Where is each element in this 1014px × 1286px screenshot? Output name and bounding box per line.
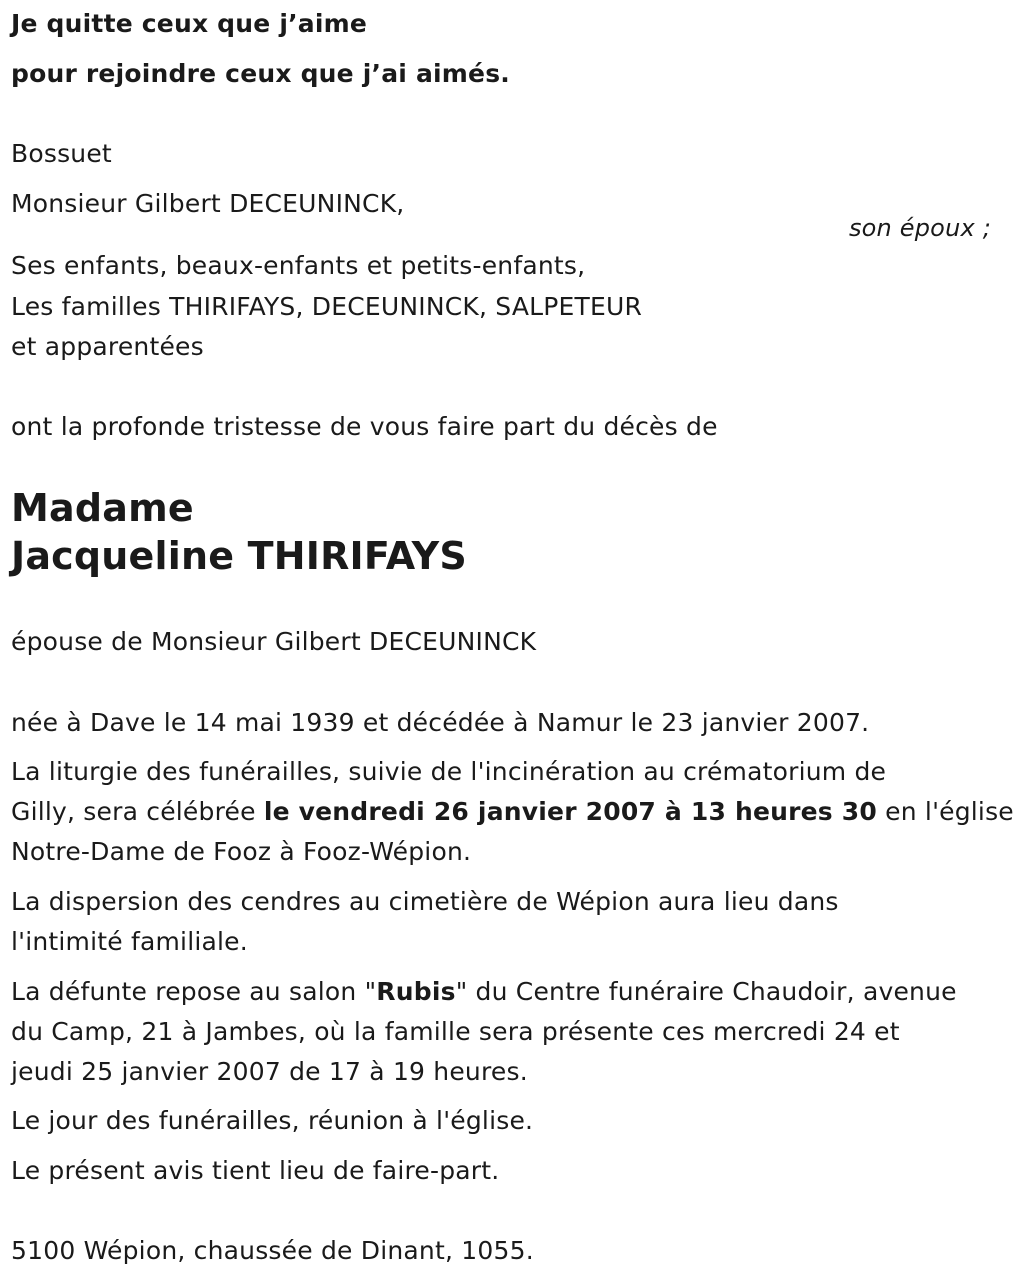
place-name: Bossuet <box>11 139 112 168</box>
visitation-text-b: " du Centre funéraire Chaudoir, avenue <box>455 977 957 1006</box>
family-line-2: Les familles THIRIFAYS, DECEUNINCK, SALPETEUR <box>11 292 643 321</box>
dispersion-line-1: La dispersion des cendres au cimetière de Wépion aura lieu dans <box>11 887 839 916</box>
birth-death-text: née à Dave le 14 mai 1939 et décédée à Namur le 23 janvier 2007. <box>11 708 870 737</box>
address-text: 5100 Wépion, chaussée de Dinant, 1055. <box>11 1236 534 1265</box>
announcement-text: ont la profonde tristesse de vous faire part du décès de <box>11 412 718 441</box>
family-line-3: et apparentées <box>11 332 204 361</box>
liturgy-text-b: en l'église <box>877 797 1014 826</box>
spouse-role: son époux ; <box>848 214 991 242</box>
reunion-text: Le jour des funérailles, réunion à l'église. <box>11 1106 534 1135</box>
liturgy-line-2 <box>11 792 1014 832</box>
liturgy-line-3: Notre-Dame de Fooz à Fooz-Wépion. <box>11 837 472 866</box>
notice-text: Le présent avis tient lieu de faire-part. <box>11 1156 500 1185</box>
liturgy-line-1: La liturgie des funérailles, suivie de l'incinération au crématorium de <box>11 757 887 786</box>
verse-line-2: pour rejoindre ceux que j’ai aimés. <box>11 59 510 88</box>
spouse-of-text: épouse de Monsieur Gilbert DECEUNINCK <box>11 627 537 656</box>
visitation-line-2: du Camp, 21 à Jambes, où la famille sera présente ces mercredi 24 et <box>11 1017 900 1046</box>
deceased-title: Madame <box>11 486 194 530</box>
visitation-text-a: La défunte repose au salon " <box>11 977 377 1006</box>
spouse-name: Monsieur Gilbert DECEUNINCK, <box>11 189 405 218</box>
salon-name: Rubis <box>376 977 456 1006</box>
dispersion-line-2: l'intimité familiale. <box>11 927 248 956</box>
funeral-date: le vendredi 26 janvier 2007 à 13 heures 30 <box>263 797 877 826</box>
verse-line-1: Je quitte ceux que j’aime <box>11 9 368 38</box>
visitation-line-1 <box>11 972 957 1012</box>
liturgy-text-a: Gilly, sera célébrée <box>11 797 264 826</box>
visitation-line-3: jeudi 25 janvier 2007 de 17 à 19 heures. <box>11 1057 528 1086</box>
family-line-1: Ses enfants, beaux-enfants et petits-enfants, <box>11 251 586 280</box>
deceased-name: Jacqueline THIRIFAYS <box>11 534 467 578</box>
